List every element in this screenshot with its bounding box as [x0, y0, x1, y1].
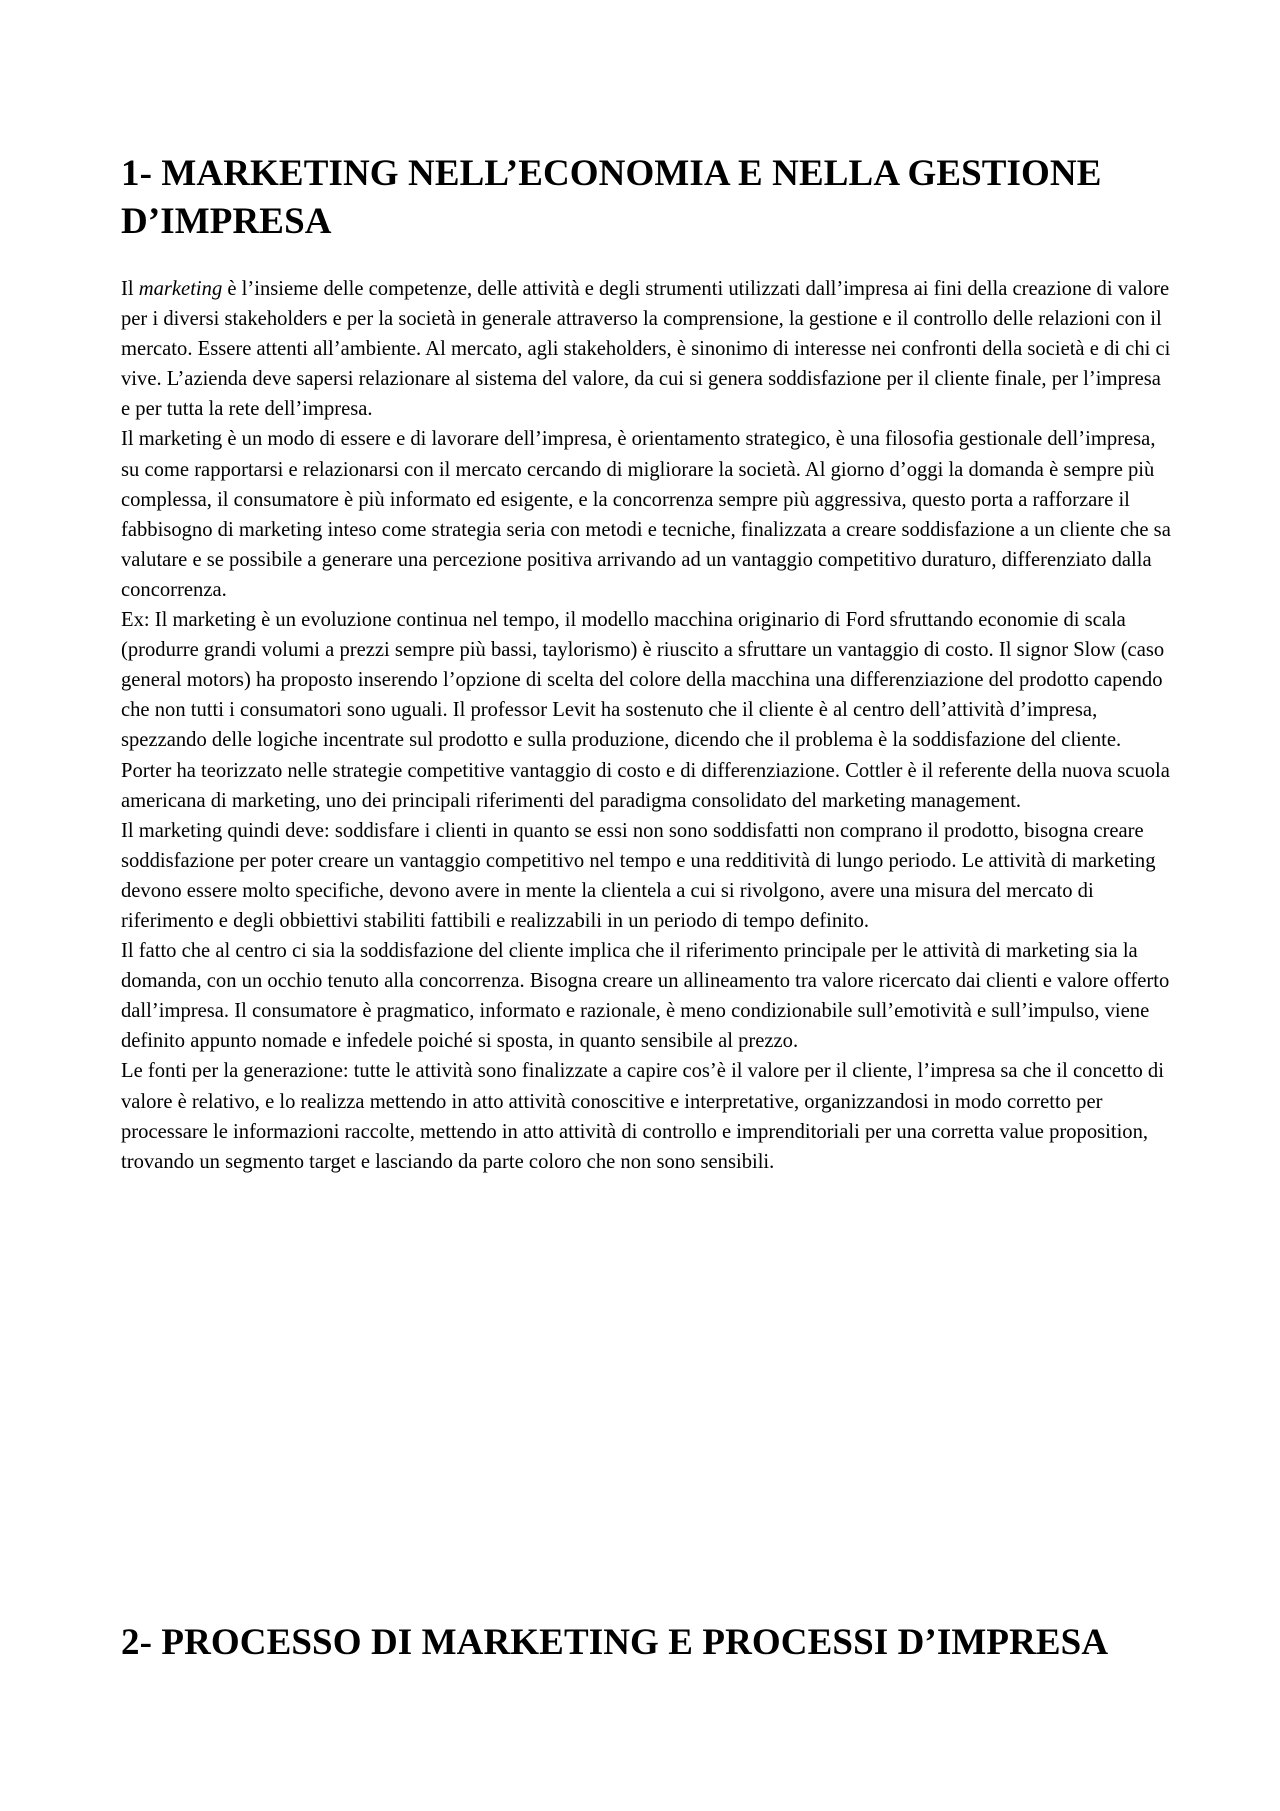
paragraph-intro	[121, 274, 1171, 424]
section-1-body	[121, 274, 1171, 1177]
paragraph-2: Il marketing è un modo di essere e di lavorare dell’impresa, è orientamento strategico, è una filosofia gestionale dell’impresa, su come rapportarsi e relazionarsi con il mercato cercando di migliorare la società. Al giorno d’oggi la domanda è sempre più complessa, il consumatore è più informato ed esigente, e la concorrenza sempre più aggressiva, questo porta a rafforzare il fabbisogno di marketing inteso come strategia seria con metodi e tecniche, finalizzata a creare soddisfazione a un cliente che sa valutare e se possibile a generare una percezione positiva arrivando ad un vantaggio competitivo duraturo, differenziato dalla concorrenza.	[121, 428, 1171, 601]
section-1-heading: 1- MARKETING NELL’ECONOMIA E NELLA GESTIONE D’IMPRESA	[121, 153, 1102, 242]
paragraph-6: Le fonti per la generazione: tutte le attività sono finalizzate a capire cos’è il valore per il cliente, l’impresa sa che il concetto di valore è relativo, e lo realizza mettendo in atto attività conoscitive e interpretative, organizzandosi in modo corretto per processare le informazioni raccolte, mettendo in atto attività di controllo e imprenditoriali per una corretta value proposition, trovando un segmento target e lasciando da parte coloro che non sono sensibili.	[121, 1060, 1164, 1173]
paragraph-4: Il marketing quindi deve: soddisfare i clienti in quanto se essi non sono soddisfatti non comprano il prodotto, bisogna creare soddisfazione per poter creare un vantaggio competitivo nel tempo e una redditività di lungo periodo. Le attività di marketing devono essere molto specifiche, devono avere in mente la clientela a cui si rivolgono, avere una misura del mercato di riferimento e degli obbiettivi stabiliti fattibili e realizzabili in un periodo di tempo definito.	[121, 819, 1156, 932]
paragraph-5: Il fatto che al centro ci sia la soddisfazione del cliente implica che il riferimento principale per le attività di marketing sia la domanda, con un occhio tenuto alla concorrenza. Bisogna creare un allineamento tra valore ricercato dai clienti e valore offerto dall’impresa. Il consumatore è pragmatico, informato e razionale, è meno condizionabile sull’emotività e sull’impulso, viene definito appunto nomade e infedele poiché si sposta, in quanto sensibile al prezzo.	[121, 940, 1170, 1053]
paragraph-3: Ex: Il marketing è un evoluzione continua nel tempo, il modello macchina originario di Ford sfruttando economie di scala (produrre grandi volumi a prezzi sempre più bassi, taylorismo) è riuscito a sfruttare un vantaggio di costo. Il signor Slow (caso general motors) ha proposto inserendo l’opzione di scelta del colore della macchina una differenziazione del prodotto capendo che non tutti i consumatori sono uguali. Il professor Levit ha sostenuto che il cliente è al centro dell’attività d’impresa, spezzando delle logiche incentrate sul prodotto e sulla produzione, dicendo che il problema è la soddisfazione del cliente. Porter ha teorizzato nelle strategie competitive vantaggio di costo e di differenziazione. Cottler è il referente della nuova scuola americana di marketing, uno dei principali riferimenti del paradigma consolidato del marketing management.	[121, 609, 1170, 812]
intro-term-marketing: marketing	[138, 278, 223, 300]
section-2-heading: 2- PROCESSO DI MARKETING E PROCESSI D’IMPRESA	[121, 1622, 1109, 1663]
intro-lead: Il	[121, 278, 139, 300]
intro-rest: è l’insieme delle competenze, delle attività e degli strumenti utilizzati dall’impresa ai fini della creazione di valore per i diversi stakeholders e per la società in generale attraverso la comprensione, la gestione e il controllo delle relazioni con il mercato. Essere attenti all’ambiente. Al mercato, agli stakeholders, è sinonimo di interesse nei confronti della società e di chi ci vive. L’azienda deve sapersi relazionare al sistema del valore, da cui si genera soddisfazione per il cliente finale, per l’impresa e per tutta la rete dell’impresa.	[121, 278, 1171, 421]
